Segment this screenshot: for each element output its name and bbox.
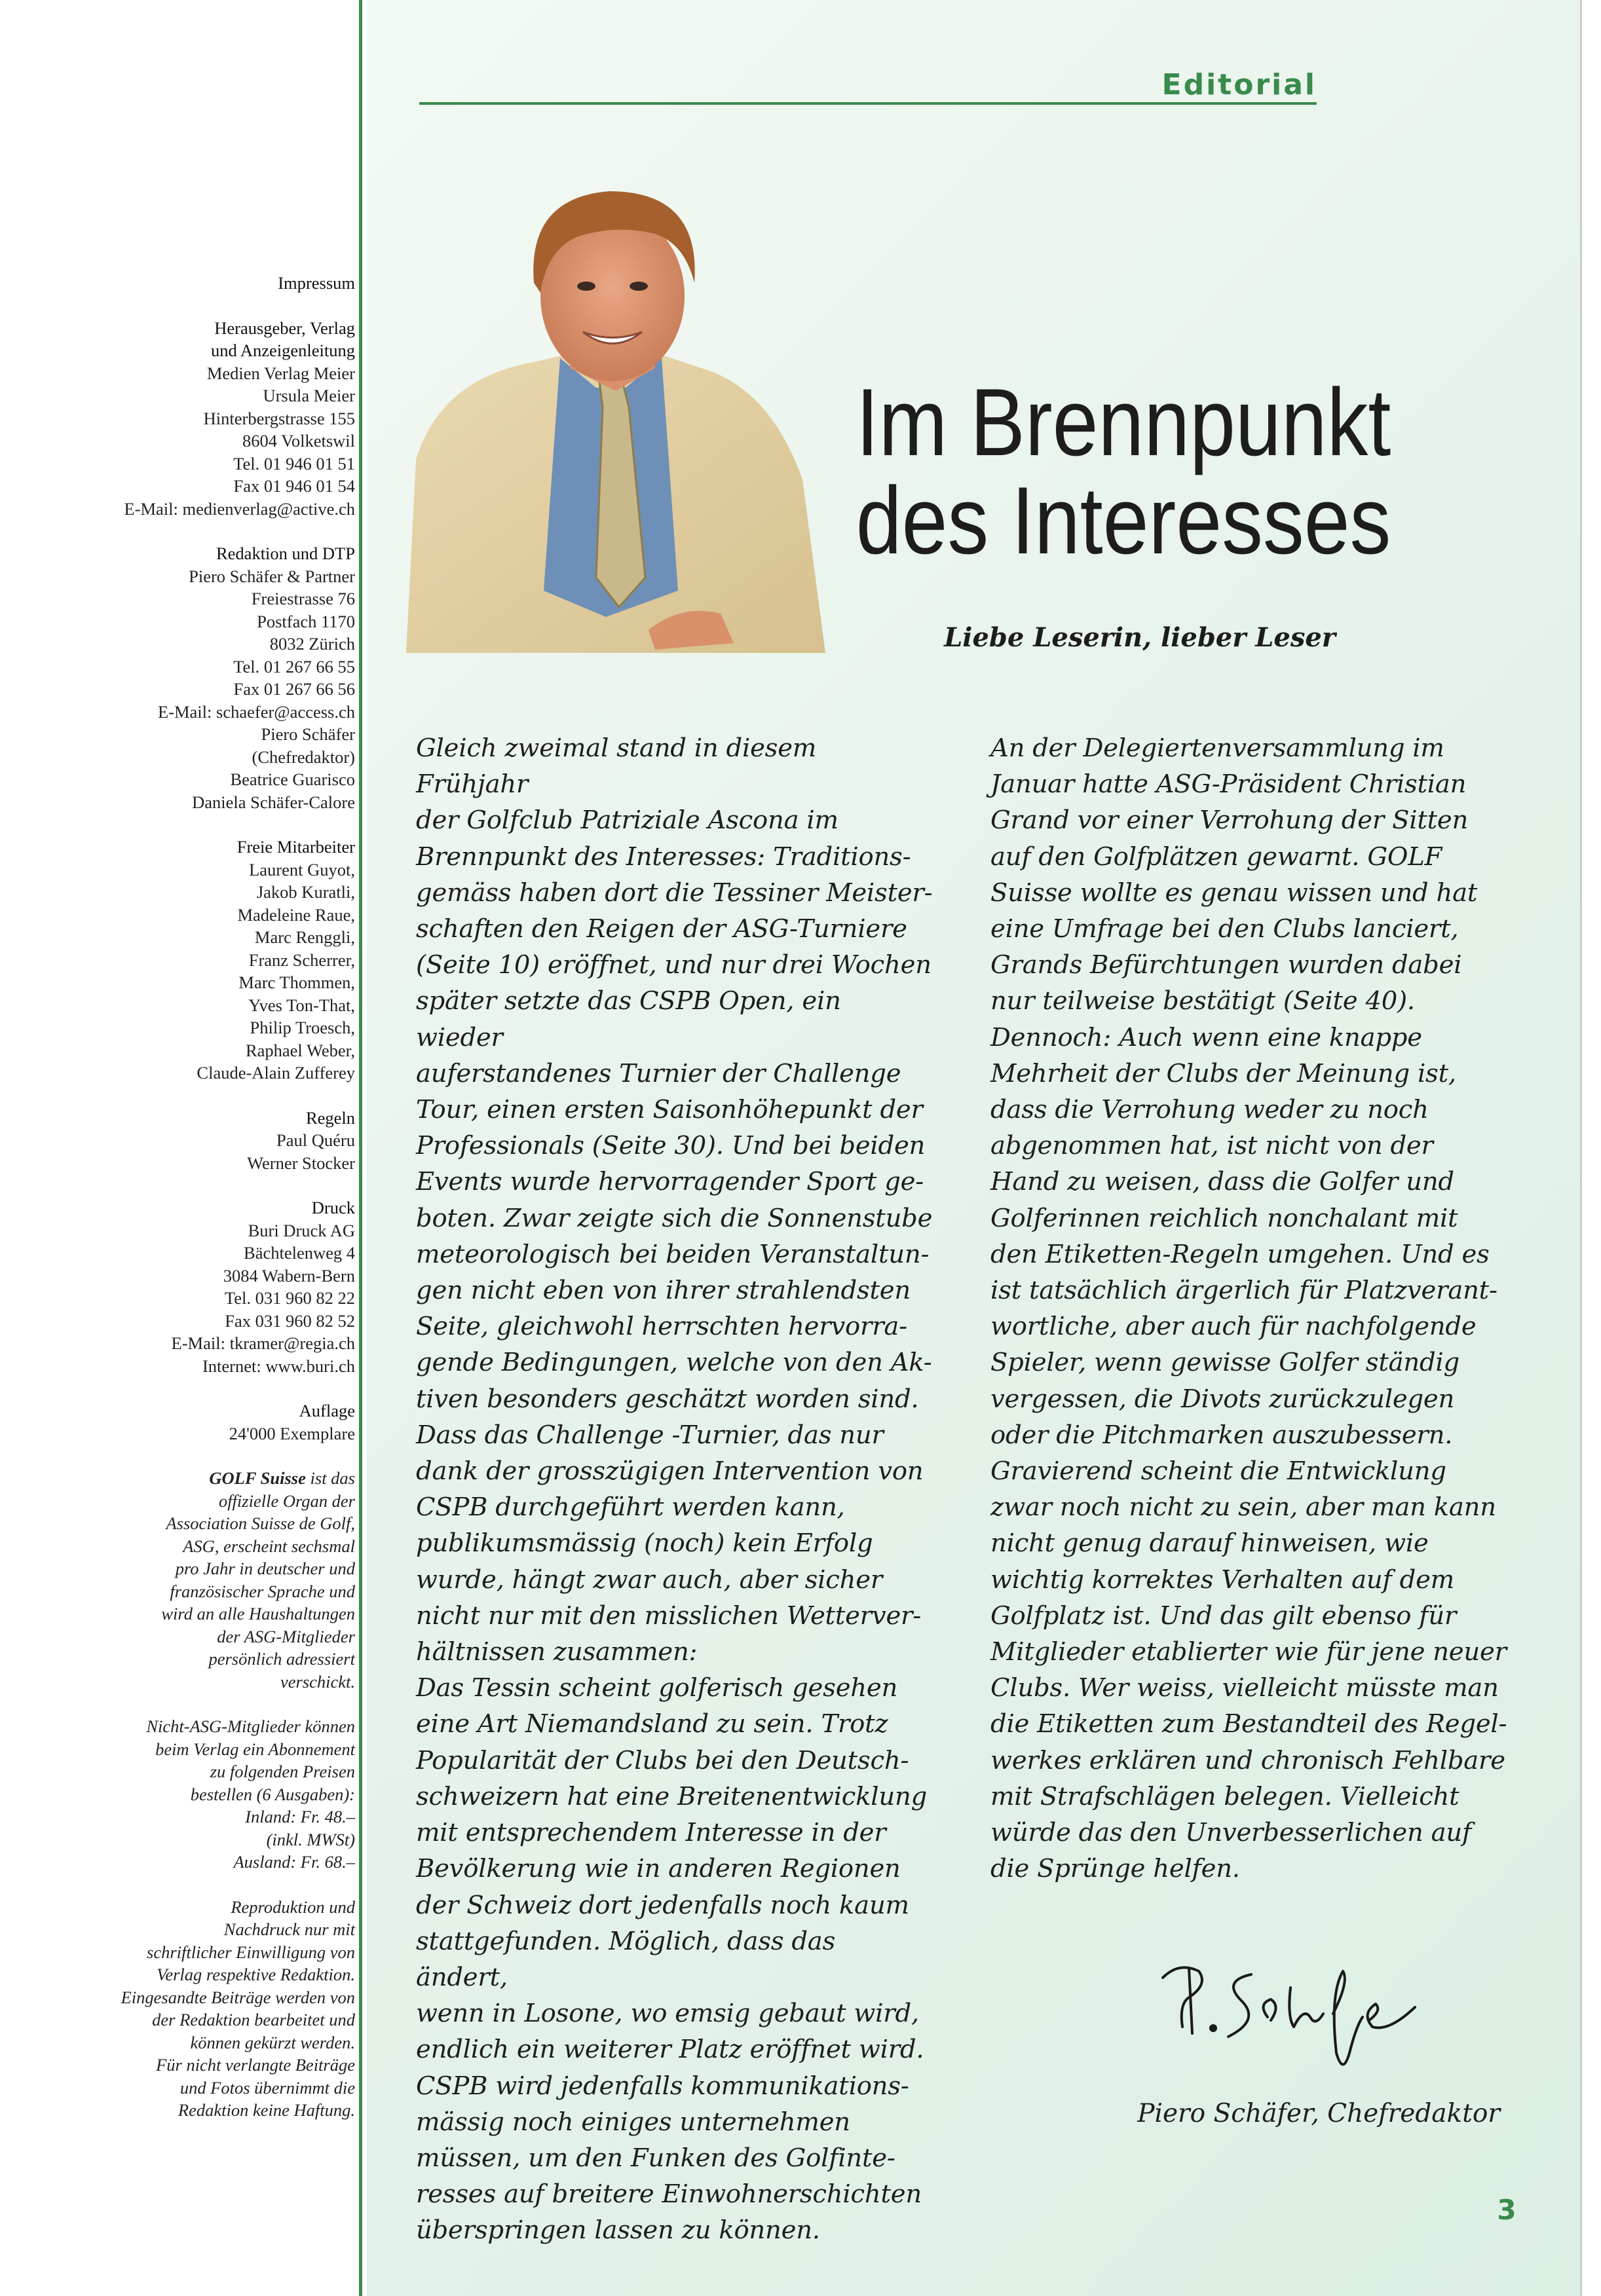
body-line: würde das den Unverbesserlichen auf: [990, 1818, 1471, 1848]
verlag-line: 8604 Volketswil: [242, 431, 355, 451]
body-column-right: [990, 730, 1528, 1887]
body-line: wortliche, aber auch für nachfolgende: [990, 1312, 1477, 1342]
about-line: ASG, erscheint sechsmal: [183, 1536, 355, 1556]
about-line: verschickt.: [280, 1671, 355, 1692]
mitarbeiter-line: Marc Renggli,: [254, 927, 355, 947]
druck-line: Tel. 031 960 82 22: [224, 1288, 355, 1308]
sidebar-divider: [359, 0, 362, 2296]
body-line: tiven besonders geschätzt worden sind.: [416, 1384, 919, 1414]
druck-heading: Druck: [311, 1198, 355, 1217]
about-line: pro Jahr in deutscher und: [175, 1559, 355, 1578]
about-line: französischer Sprache und: [170, 1581, 355, 1601]
body-line: wurde, hängt zwar auch, aber sicher: [416, 1565, 883, 1595]
body-line: eine Umfrage bei den Clubs lanciert,: [990, 914, 1459, 944]
body-line: Mehrheit der Clubs der Meinung ist,: [990, 1058, 1456, 1088]
body-line: Golferinnen reichlich nonchalant mit: [990, 1203, 1458, 1233]
verlag-heading: Herausgeber, Verlag: [214, 318, 355, 338]
body-line: dank der grosszügigen Intervention von: [416, 1456, 924, 1487]
redaktion-line: (Chefredaktor): [252, 747, 355, 767]
body-line: Grands Befürchtungen wurden dabei: [990, 950, 1462, 980]
mitarbeiter-line: Raphael Weber,: [245, 1040, 355, 1060]
body-line: der Schweiz dort jedenfalls noch kaum: [416, 1890, 909, 1920]
redaktion-heading: Redaktion und DTP: [216, 544, 355, 563]
verlag-line: Medien Verlag Meier: [206, 363, 355, 383]
body-line: mit entsprechendem Interesse in der: [416, 1818, 886, 1848]
body-line: Brennpunkt des Interesses: Traditions-: [416, 842, 911, 872]
rechte-line: der Redaktion bearbeitet und: [152, 2010, 355, 2029]
redaktion-line: Freiestrasse 76: [251, 589, 355, 608]
body-line: (Seite 10) eröffnet, und nur drei Wochen: [416, 950, 932, 980]
author-signoff: Piero Schäfer, Chefredaktor: [1137, 2099, 1500, 2128]
title-line-2: des Interesses: [856, 467, 1391, 574]
abo-line: beim Verlag ein Abonnement: [155, 1739, 355, 1759]
impressum-mitarbeiter: [13, 836, 355, 1084]
body-line: Januar hatte ASG-Präsident Christian: [990, 769, 1467, 800]
body-line: überspringen lassen zu können.: [416, 2215, 820, 2246]
body-line: die Sprünge helfen.: [990, 1854, 1240, 1884]
redaktion-line: Daniela Schäfer-Calore: [192, 792, 355, 812]
body-line: CSPB wird jedenfalls kommunikations-: [416, 2071, 909, 2101]
body-line: Gleich zweimal stand in diesem Frühjahr: [416, 733, 817, 800]
mitarbeiter-heading: Freie Mitarbeiter: [236, 837, 355, 857]
body-line: vergessen, die Divots zurückzulegen: [990, 1384, 1455, 1414]
redaktion-line: Fax 01 267 66 56: [233, 679, 355, 699]
body-column-left: [416, 730, 933, 2249]
redaktion-line: Beatrice Guarisco: [230, 769, 355, 789]
rechte-line: Redaktion keine Haftung.: [178, 2100, 355, 2120]
body-line: zwar noch nicht zu sein, aber man kann: [990, 1492, 1496, 1523]
mitarbeiter-line: Franz Scherrer,: [248, 950, 355, 970]
body-line: Tour, einen ersten Saisonhöhepunkt der: [416, 1095, 923, 1125]
body-line: Gravierend scheint die Entwicklung: [990, 1456, 1446, 1487]
header-rule: [419, 102, 1317, 105]
body-line: resses auf breitere Einwohnerschichten: [416, 2179, 922, 2210]
impressum-druck: [13, 1196, 355, 1377]
impressum-rechte: [13, 1896, 355, 2122]
druck-line: Bächtelenweg 4: [244, 1243, 355, 1263]
mitarbeiter-line: Jakob Kuratli,: [256, 882, 355, 902]
redaktion-line: Piero Schäfer: [261, 724, 355, 744]
body-line: der Golfclub Patriziale Ascona im: [416, 805, 838, 836]
body-line: endlich ein weiterer Platz eröffnet wird.: [416, 2035, 924, 2065]
handwritten-signature: [1153, 1955, 1428, 2086]
body-line: publikumsmässig (noch) kein Erfolg: [416, 1528, 873, 1559]
body-line: Events wurde hervorragender Sport ge-: [416, 1167, 924, 1197]
verlag-heading: und Anzeigenleitung: [210, 341, 355, 360]
abo-line: Nicht-ASG-Mitglieder können: [146, 1716, 355, 1736]
body-line: schaften den Reigen der ASG-Turniere: [416, 914, 907, 944]
rechte-line: und Fotos übernimmt die: [179, 2077, 355, 2098]
body-line: Clubs. Wer weiss, vielleicht müsste man: [990, 1673, 1499, 1703]
mitarbeiter-line: Laurent Guyot,: [249, 859, 355, 880]
auflage-heading: Auflage: [299, 1401, 355, 1420]
abo-line: bestellen (6 Ausgaben):: [190, 1784, 355, 1804]
body-line: Grand vor einer Verrohung der Sitten: [990, 805, 1469, 836]
body-line: Dennoch: Auch wenn eine knappe: [990, 1022, 1422, 1052]
redaktion-line: 8032 Zürich: [269, 634, 355, 654]
rechte-line: Reproduktion und: [231, 1897, 355, 1917]
druck-line: Fax 031 960 82 52: [225, 1310, 355, 1331]
rechte-line: Für nicht verlangte Beiträge: [156, 2055, 355, 2075]
body-line: wenn in Losone, wo emsig gebaut wird,: [416, 1999, 919, 2029]
body-line: mässig noch einiges unternehmen: [416, 2107, 850, 2137]
abo-line: zu folgenden Preisen: [210, 1762, 355, 1781]
druck-email[interactable]: E-Mail: tkramer@regia.ch: [171, 1333, 355, 1353]
body-line: An der Delegiertenversammlung im: [990, 733, 1444, 763]
body-line: nur teilweise bestätigt (Seite 40).: [990, 986, 1415, 1016]
body-line: nicht nur mit den misslichen Wetterver-: [416, 1601, 922, 1631]
verlag-line: Hinterbergstrasse 155: [203, 408, 355, 428]
mitarbeiter-line: Claude-Alain Zufferey: [197, 1063, 355, 1083]
body-line: müssen, um den Funken des Golfinte-: [416, 2143, 895, 2173]
rechte-line: Eingesandte Beiträge werden von: [121, 1987, 355, 2007]
body-line: Dass das Challenge -Turnier, das nur: [416, 1420, 884, 1450]
impressum-heading: Impressum: [278, 273, 355, 293]
body-line: auf den Golfplätzen gewarnt. GOLF: [990, 842, 1442, 872]
body-line: auferstandenes Turnier der Challenge: [416, 1058, 901, 1088]
verlag-line: Ursula Meier: [263, 386, 355, 405]
about-first-line: [13, 1467, 355, 1490]
verlag-line: Fax 01 946 01 54: [233, 476, 355, 496]
body-line: Golfplatz ist. Und das gilt ebenso für: [990, 1601, 1457, 1631]
section-label: Editorial: [1161, 68, 1317, 102]
body-line: gen nicht eben von ihrer strahlendsten: [416, 1276, 911, 1306]
about-line: offizielle Organ der: [218, 1491, 355, 1511]
impressum-heading-block: [13, 272, 355, 295]
body-line: den Etiketten-Regeln umgehen. Und es: [990, 1239, 1490, 1269]
body-line: mit Strafschlägen belegen. Vielleicht: [990, 1781, 1460, 1811]
regeln-heading: Regeln: [305, 1107, 355, 1128]
redaktion-line: Tel. 01 267 66 55: [233, 656, 355, 676]
mitarbeiter-line: Philip Troesch,: [250, 1018, 355, 1037]
body-line: boten. Zwar zeigte sich die Sonnenstube: [416, 1203, 933, 1233]
about-line: wird an alle Haushaltungen: [161, 1604, 355, 1623]
impressum-sidebar: [13, 272, 355, 2144]
about-first: ist das: [305, 1468, 355, 1488]
redaktion-email[interactable]: E-Mail: schaefer@access.ch: [157, 701, 355, 722]
about-line: der ASG-Mitglieder: [217, 1626, 355, 1646]
body-line: werkes erklären und chronisch Fehlbare: [990, 1745, 1505, 1775]
body-line: schweizern hat eine Breitenentwicklung: [416, 1781, 928, 1811]
mitarbeiter-line: Madeleine Raue,: [237, 904, 355, 925]
body-line: nicht genug darauf hinweisen, wie: [990, 1528, 1429, 1559]
mitarbeiter-line: Yves Ton-That,: [248, 995, 355, 1015]
body-line: Spieler, wenn gewisse Golfer ständig: [990, 1348, 1460, 1378]
body-line: Bevölkerung wie in anderen Regionen: [416, 1854, 901, 1884]
redaktion-line: Piero Schäfer & Partner: [189, 566, 355, 586]
druck-line: 3084 Wabern-Bern: [223, 1265, 355, 1286]
body-line: später setzte das CSPB Open, ein wieder: [416, 986, 841, 1052]
page-edge: [1580, 0, 1601, 2296]
redaktion-line: Postfach 1170: [257, 611, 355, 631]
body-line: CSPB durchgeführt werden kann,: [416, 1492, 845, 1523]
impressum-verlag: [13, 317, 355, 521]
about-line: persönlich adressiert: [208, 1649, 355, 1669]
greeting: Liebe Leserin, lieber Leser: [944, 622, 1336, 653]
regeln-line: Werner Stocker: [247, 1153, 355, 1173]
impressum-abo: [13, 1715, 355, 1874]
body-line: stattgefunden. Möglich, dass das ändert,: [416, 1926, 836, 1992]
druck-line: Buri Druck AG: [248, 1220, 355, 1240]
body-line: abgenommen hat, ist nicht von der: [990, 1131, 1433, 1161]
body-line: gemäss haben dort die Tessiner Meister-: [416, 878, 933, 908]
article-title: [856, 369, 1391, 574]
page-number: 3: [1497, 2194, 1516, 2226]
author-portrait: [393, 172, 845, 656]
body-line: wichtig korrektes Verhalten auf dem: [990, 1565, 1454, 1595]
mitarbeiter-line: Marc Thommen,: [238, 972, 355, 992]
body-line: Suisse wollte es genau wissen und hat: [990, 878, 1478, 908]
regeln-line: Paul Quéru: [276, 1130, 355, 1150]
body-line: dass die Verrohung weder zu noch: [990, 1095, 1429, 1125]
abo-line: (inkl. MWSt): [266, 1829, 355, 1849]
body-line: meteorologisch bei beiden Veranstaltun-: [416, 1239, 930, 1269]
impressum-about: [13, 1467, 355, 1693]
abo-line: Ausland: Fr. 68.–: [233, 1852, 355, 1872]
body-line: die Etiketten zum Bestandteil des Regel-: [990, 1709, 1507, 1739]
body-line: oder die Pitchmarken auszubessern.: [990, 1420, 1453, 1450]
body-line: Mitglieder etablierter wie für jene neuer: [990, 1637, 1507, 1667]
body-line: eine Art Niemandsland zu sein. Trotz: [416, 1709, 888, 1739]
verlag-line: Tel. 01 946 01 51: [233, 453, 355, 473]
impressum-redaktion: [13, 542, 355, 813]
body-line: Professionals (Seite 30). Und bei beiden: [416, 1131, 926, 1161]
about-line: Association Suisse de Golf,: [166, 1513, 355, 1533]
rechte-line: können gekürzt werden.: [190, 2032, 355, 2052]
rechte-line: Nachdruck nur mit: [223, 1919, 355, 1939]
impressum-auflage: [13, 1399, 355, 1445]
auflage-line: 24'000 Exemplare: [229, 1423, 355, 1443]
body-line: ist tatsächlich ärgerlich für Platzverant-: [990, 1276, 1497, 1306]
rechte-line: schriftlicher Einwilligung von: [147, 1942, 355, 1962]
impressum-regeln: [13, 1107, 355, 1175]
body-line: Das Tessin scheint golferisch gesehen: [416, 1673, 898, 1703]
body-line: Popularität der Clubs bei den Deutsch-: [416, 1745, 909, 1775]
body-line: Seite, gleichwohl herrschten hervorra-: [416, 1312, 907, 1342]
about-brand: GOLF Suisse: [209, 1468, 306, 1488]
body-line: hältnissen zusammen:: [416, 1637, 698, 1667]
title-line-1: Im Brennpunkt: [856, 369, 1391, 475]
body-line: gende Bedingungen, welche von den Ak-: [416, 1348, 932, 1378]
body-line: Hand zu weisen, dass die Golfer und: [990, 1167, 1454, 1197]
verlag-email[interactable]: E-Mail: medienverlag@active.ch: [124, 498, 355, 519]
rechte-line: Verlag respektive Redaktion.: [157, 1965, 355, 1984]
abo-line: Inland: Fr. 48.–: [245, 1807, 355, 1826]
druck-website[interactable]: Internet: www.buri.ch: [202, 1356, 355, 1376]
